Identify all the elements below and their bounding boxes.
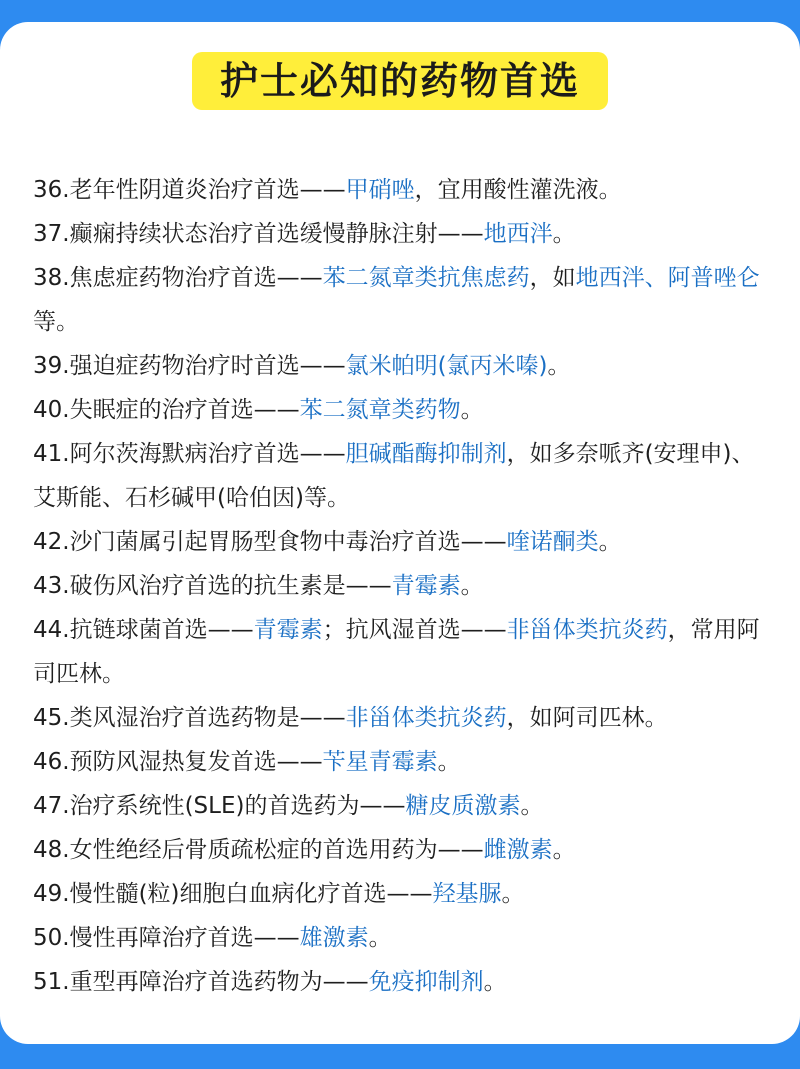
list-item bbox=[33, 608, 773, 696]
title-banner bbox=[0, 52, 800, 110]
item-text: ，如阿司匹林。 bbox=[506, 705, 668, 731]
list-item bbox=[33, 432, 773, 520]
answer-text: 地西泮、阿普唑仑 bbox=[575, 265, 760, 291]
item-text: 44.抗链球菌首选—— bbox=[33, 617, 254, 643]
list-item bbox=[33, 960, 773, 1004]
item-text: 。 bbox=[552, 837, 576, 863]
item-text: 41.阿尔茨海默病治疗首选—— bbox=[33, 441, 346, 467]
item-text: 。 bbox=[501, 881, 525, 907]
item-text: 40.失眠症的治疗首选—— bbox=[33, 397, 300, 423]
answer-text: 羟基脲 bbox=[432, 881, 502, 907]
item-text: 45.类风湿治疗首选药物是—— bbox=[33, 705, 346, 731]
list-item bbox=[33, 828, 773, 872]
content-card bbox=[0, 22, 800, 1044]
list-item bbox=[33, 696, 773, 740]
item-text: 。 bbox=[437, 749, 461, 775]
item-text: 。 bbox=[460, 573, 484, 599]
item-text: ，如多奈哌齐(安理申)、艾斯能、石杉碱甲(哈伯因)等。 bbox=[33, 441, 755, 511]
list-item bbox=[33, 872, 773, 916]
item-text: 51.重型再障治疗首选药物为—— bbox=[33, 969, 369, 995]
item-text: 。 bbox=[598, 529, 622, 555]
item-text: 37.癫痫持续状态治疗首选缓慢静脉注射—— bbox=[33, 221, 484, 247]
item-text: 。 bbox=[552, 221, 576, 247]
list-item bbox=[33, 344, 773, 388]
list-item bbox=[33, 784, 773, 828]
answer-text: 非甾体类抗炎药 bbox=[345, 705, 507, 731]
item-text: 。 bbox=[483, 969, 507, 995]
list-item bbox=[33, 168, 773, 212]
page-title: 护士必知的药物首选 bbox=[192, 52, 608, 110]
item-text: 39.强迫症药物治疗时首选—— bbox=[33, 353, 346, 379]
item-text: ，常用阿司匹林。 bbox=[33, 617, 760, 687]
answer-text: 氯米帕明(氯丙米嗪) bbox=[345, 353, 548, 379]
answer-text: 苯二氮章类抗焦虑药 bbox=[322, 265, 530, 291]
answer-text: 糖皮质激素 bbox=[405, 793, 521, 819]
item-text: ，如 bbox=[529, 265, 576, 291]
answer-text: 非甾体类抗炎药 bbox=[506, 617, 668, 643]
item-text: 。 bbox=[520, 793, 544, 819]
answer-text: 雌激素 bbox=[483, 837, 553, 863]
item-text: 46.预防风湿热复发首选—— bbox=[33, 749, 323, 775]
list-item bbox=[33, 740, 773, 784]
answer-text: 青霉素 bbox=[253, 617, 323, 643]
item-text: 。 bbox=[368, 925, 392, 951]
answer-text: 喹诺酮类 bbox=[506, 529, 599, 555]
item-text: 43.破伤风治疗首选的抗生素是—— bbox=[33, 573, 392, 599]
answer-text: 地西泮 bbox=[483, 221, 553, 247]
answer-text: 甲硝唑 bbox=[345, 177, 415, 203]
answer-text: 免疫抑制剂 bbox=[368, 969, 484, 995]
answer-text: 雄激素 bbox=[299, 925, 369, 951]
item-text: ；抗风湿首选—— bbox=[322, 617, 507, 643]
list-item bbox=[33, 564, 773, 608]
item-text: 49.慢性髓(粒)细胞白血病化疗首选—— bbox=[33, 881, 433, 907]
item-text: ，宜用酸性灌洗液。 bbox=[414, 177, 622, 203]
item-text: 48.女性绝经后骨质疏松症的首选用药为—— bbox=[33, 837, 484, 863]
list-item bbox=[33, 256, 773, 344]
list-item bbox=[33, 916, 773, 960]
answer-text: 苯二氮章类药物 bbox=[299, 397, 461, 423]
answer-text: 胆碱酯酶抑制剂 bbox=[345, 441, 507, 467]
item-text: 38.焦虑症药物治疗首选—— bbox=[33, 265, 323, 291]
item-text: 42.沙门菌属引起胃肠型食物中毒治疗首选—— bbox=[33, 529, 507, 555]
answer-text: 青霉素 bbox=[391, 573, 461, 599]
item-text: 36.老年性阴道炎治疗首选—— bbox=[33, 177, 346, 203]
item-text: 。 bbox=[460, 397, 484, 423]
item-text: 47.治疗系统性(SLE)的首选药为—— bbox=[33, 793, 406, 819]
list-item bbox=[33, 520, 773, 564]
answer-text: 苄星青霉素 bbox=[322, 749, 438, 775]
drug-list bbox=[33, 168, 773, 1004]
item-text: 。 bbox=[547, 353, 571, 379]
list-item bbox=[33, 212, 773, 256]
item-text: 50.慢性再障治疗首选—— bbox=[33, 925, 300, 951]
item-text: 等。 bbox=[33, 309, 79, 335]
list-item bbox=[33, 388, 773, 432]
